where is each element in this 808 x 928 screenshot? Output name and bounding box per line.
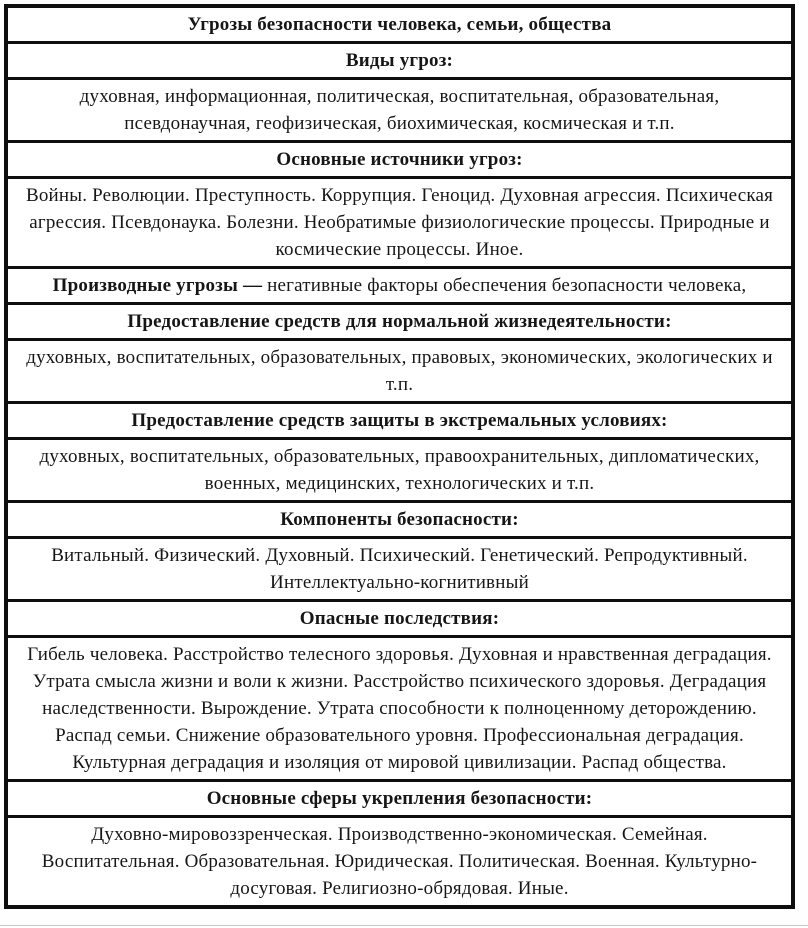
- section-content-security-components: Витальный. Физический. Духовный. Психический. Генетический. Репродуктивный. Интеллектуально-когнитивный: [8, 536, 791, 599]
- section-content-means-extreme-conditions: духовных, воспитательных, образовательных, правоохранительных, дипломатических, военных, медицинских, технологических и т.п.: [8, 437, 791, 500]
- derived-threats-definition: негативные факторы обеспечения безопасности человека,: [267, 275, 747, 296]
- section-header-threat-types: Виды угроз:: [8, 41, 791, 77]
- section-header-threat-sources: Основные источники угроз:: [8, 140, 791, 176]
- page-bottom-edge-line: [0, 925, 808, 926]
- section-content-security-strengthening-spheres: Духовно-мировоззренческая. Производственно-экономическая. Семейная. Воспитательная. Образовательная. Юридическая. Политическая. Военная. Культурно-досуговая. Религиозно-обрядовая. Иные.: [8, 815, 791, 905]
- section-content-threat-types: духовная, информационная, политическая, воспитательная, образовательная, псевдонаучная, геофизическая, биохимическая, космическая и т.п.: [8, 77, 791, 140]
- section-header-means-extreme-conditions: Предоставление средств защиты в экстремальных условиях:: [8, 401, 791, 437]
- row-derived-threats: [8, 266, 791, 302]
- section-header-means-normal-life: Предоставление средств для нормальной жизнедеятельности:: [8, 302, 791, 338]
- section-content-threat-sources: Войны. Революции. Преступность. Коррупция. Геноцид. Духовная агрессия. Психическая агрессия. Псевдонаука. Болезни. Необратимые физиологические процессы. Природные и космические процессы. Иное.: [8, 176, 791, 266]
- security-threats-table: [4, 4, 795, 909]
- section-content-means-normal-life: духовных, воспитательных, образовательных, правовых, экономических, экологических и т.п.: [8, 338, 791, 401]
- section-header-security-components: Компоненты безопасности:: [8, 500, 791, 536]
- table-title: Угрозы безопасности человека, семьи, общества: [187, 14, 612, 35]
- derived-threats-term: Производные угрозы —: [52, 275, 268, 296]
- section-header-security-strengthening-spheres: Основные сферы укрепления безопасности:: [8, 779, 791, 815]
- section-content-dangerous-consequences: Гибель человека. Расстройство телесного здоровья. Духовная и нравственная деградация. Утрата смысла жизни и воли к жизни. Расстройство психического здоровья. Деградация наследственности. Вырождение. Утрата способности к полноценному деторождению. Распад семьи. Снижение образовательного уровня. Профессиональная деградация. Культурная деградация и изоляция от мировой цивилизации. Распад общества.: [8, 635, 791, 779]
- section-header-dangerous-consequences: Опасные последствия:: [8, 599, 791, 635]
